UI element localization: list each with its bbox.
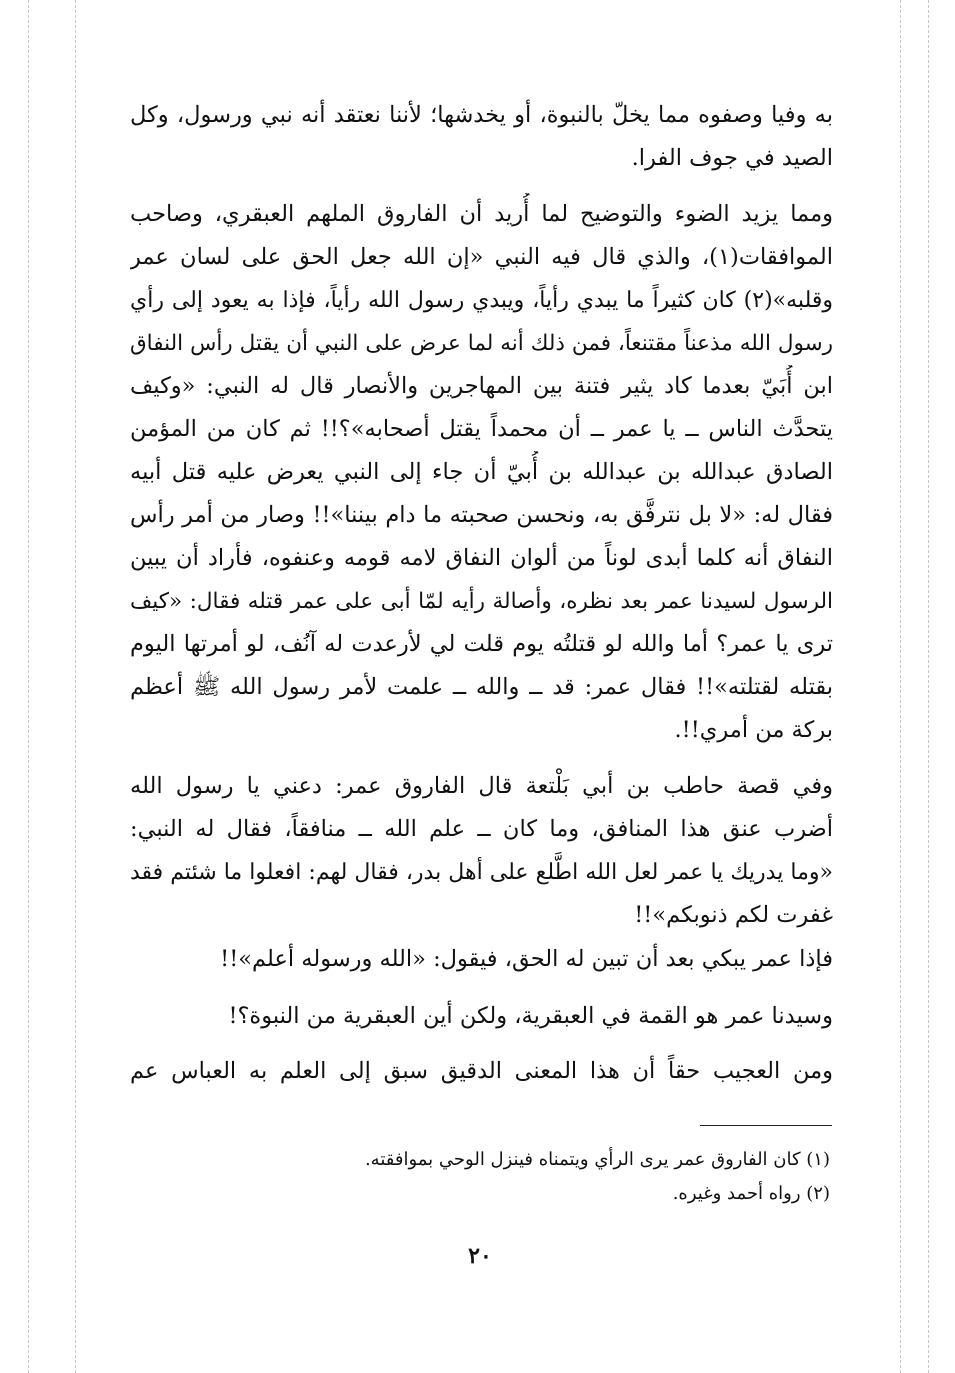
paragraph xyxy=(130,193,833,752)
text-line: وقلبه»(٢) كان كثيراً ما يبدي رأياً، ويبدي رسول الله رأياً، فإذا به يعود إلى رأي xyxy=(130,288,833,313)
text-line: رسول الله مذعناً مقتنعاً، فمن ذلك أنه لما عرض على النبي أن يقتل رأس النفاق xyxy=(130,331,833,356)
text-line: فإذا عمر يبكي بعد أن تبين له الحق، فيقول: «الله ورسوله أعلم»!! xyxy=(220,946,833,972)
text-line: غفرت لكم ذنوبكم»!! xyxy=(634,902,833,928)
text-line: وسيدنا عمر هو القمة في العبقرية، ولكن أين العبقرية من النبوة؟! xyxy=(228,1003,833,1029)
paragraph xyxy=(130,938,833,981)
scan-margin-line xyxy=(75,0,76,1373)
text-line: ابن أُبَيّ بعدما كاد يثير فتنة بين المهاجرين والأنصار قال له النبي: «وكيف xyxy=(130,373,833,399)
text-line: الموافقات(١)، والذي قال فيه النبي «إن الله جعل الحق على لسان عمر xyxy=(130,244,833,270)
text-line: يتحدَّث الناس ــ يا عمر ــ أن محمداً يقتل أصحابه»؟!! ثم كان من المؤمن xyxy=(130,416,833,442)
paragraph xyxy=(130,765,833,937)
footnote-separator xyxy=(700,1125,832,1126)
text-line: الرسول لسيدنا عمر بعد نظره، وأصالة رأيه لمّا أبى على عمر قتله فقال: «كيف xyxy=(130,589,833,614)
paragraph xyxy=(130,995,833,1038)
footnote-1: (١) كان الفاروق عمر يرى الرأي ويتمناه فينزل الوحي بموافقته. xyxy=(364,1149,830,1170)
text-line: ومن العجيب حقاً أن هذا المعنى الدقيق سبق إلى العلم به العباس عم xyxy=(130,1058,833,1084)
text-line: وفي قصة حاطب بن أبي بَلْتعة قال الفاروق عمر: دعني يا رسول الله xyxy=(130,773,833,799)
scan-margin-line xyxy=(928,0,929,1373)
text-line: أضرب عنق هذا المنافق، وما كان ــ علم الله ــ منافقاً، فقال له النبي: xyxy=(130,816,833,842)
page-number: ٢٠ xyxy=(468,1243,492,1269)
text-line: بركة من أمري!!. xyxy=(674,717,833,743)
paragraph xyxy=(130,1050,833,1093)
scan-margin-line xyxy=(900,0,901,1373)
footnote-2: (٢) رواه أحمد وغيره. xyxy=(672,1183,830,1204)
scan-margin-line xyxy=(28,0,29,1373)
text-line: «وما يدريك يا عمر لعل الله اطَّلع على أهل بدر، فقال لهم: افعلوا ما شئتم فقد xyxy=(130,860,833,885)
paragraph xyxy=(130,94,833,180)
text-line: الصادق عبدالله بن عبدالله بن أُبيّ أن جاء إلى النبي يعرض عليه قتل أبيه xyxy=(130,459,833,485)
text-line: ومما يزيد الضوء والتوضيح لما أُريد أن الفاروق الملهم العبقري، وصاحب xyxy=(130,201,833,227)
footnotes xyxy=(300,1143,830,1211)
text-line: فقال له: «لا بل نترفَّق به، ونحسن صحبته ما دام بيننا»!! وصار من أمر رأس xyxy=(130,502,833,528)
text-line: ترى يا عمر؟ أما والله لو قتلتُه يوم قلت لي لأرعدت له آنُف، لو أمرتها اليوم xyxy=(130,631,833,657)
text-line: الصيد في جوف الفرا. xyxy=(631,145,833,171)
text-line: بقتله لقتلته»!! فقال عمر: قد ــ والله ــ علمت لأمر رسول الله ﷺ أعظم xyxy=(130,674,833,700)
text-line: به وفيا وصفوه مما يخلّ بالنبوة، أو يخدشها؛ لأننا نعتقد أنه نبي ورسول، وكل xyxy=(130,102,833,128)
text-line: النفاق أنه كلما أبدى لوناً من ألوان النفاق لامه قومه وعنفوه، فأراد أن يبين xyxy=(130,545,833,571)
